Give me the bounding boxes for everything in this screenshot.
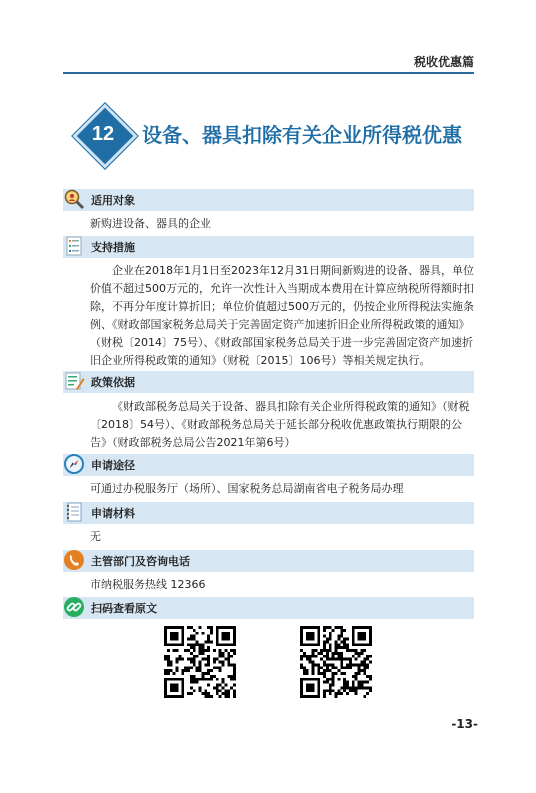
document-pen-icon	[63, 370, 85, 392]
section-materials	[63, 502, 474, 524]
section-label-materials: 申请材料	[91, 507, 135, 520]
compass-icon	[63, 453, 85, 475]
section-body-target: 新购进设备、器具的企业	[90, 217, 211, 230]
section-label-channel: 申请途径	[91, 459, 135, 472]
section-body-basis: 《财政部税务总局关于设备、器具扣除有关企业所得税政策的通知》（财税〔2018〕54号）、《财政部税务总局关于延长部分税收优惠政策执行期限的公告》（财政部税务总局公告2021年第6号）	[90, 400, 470, 449]
section-channel	[63, 454, 474, 476]
notebook-icon	[63, 501, 85, 523]
section-target	[63, 189, 474, 211]
title-block	[80, 115, 460, 153]
section-body-channel: 可通过办税服务厅（场所）、国家税务总局湖南省电子税务局办理	[90, 482, 404, 495]
section-label-target: 适用对象	[91, 194, 135, 207]
magnifier-person-icon	[63, 188, 85, 210]
section-contact	[63, 550, 474, 572]
link-icon	[63, 596, 85, 618]
section-label-qrcode: 扫码查看原文	[91, 602, 157, 615]
section-label-contact: 主管部门及咨询电话	[91, 555, 190, 568]
page-number: -13-	[451, 717, 478, 731]
header-rule	[63, 72, 474, 74]
qr-code-2[interactable]	[300, 626, 372, 698]
section-label-basis: 政策依据	[91, 376, 135, 389]
qr-code-1[interactable]	[164, 626, 236, 698]
section-body-contact: 市纳税服务热线 12366	[90, 578, 206, 591]
section-measures	[63, 236, 474, 258]
section-label-measures: 支持措施	[91, 241, 135, 254]
section-body-measures: 企业在2018年1月1日至2023年12月31日期间新购进的设备、器具，单位价值不超过500万元的，允许一次性计入当期成本费用在计算应纳税所得额时扣除，不再分年度计算折旧；单位价值超过500万元的，仍按企业所得税法实施条例、《财政部国家税务总局关于完善固定资产加速折旧企业所得税政策的通知》（财税〔2014〕75号）、《财政部国家税务总局关于进一步完善固定资产加速折旧企业所得税政策的通知》（财税〔2015〕106号）等相关规定执行。	[90, 264, 474, 367]
section-basis	[63, 371, 474, 393]
phone-icon	[63, 549, 85, 571]
header-category: 税收优惠篇	[413, 55, 474, 69]
section-body-materials: 无	[90, 530, 101, 543]
title-number: 12	[91, 123, 115, 145]
section-qrcode	[63, 597, 474, 619]
checklist-icon	[63, 235, 85, 257]
page-title: 设备、器具扣除有关企业所得税优惠	[142, 123, 462, 147]
